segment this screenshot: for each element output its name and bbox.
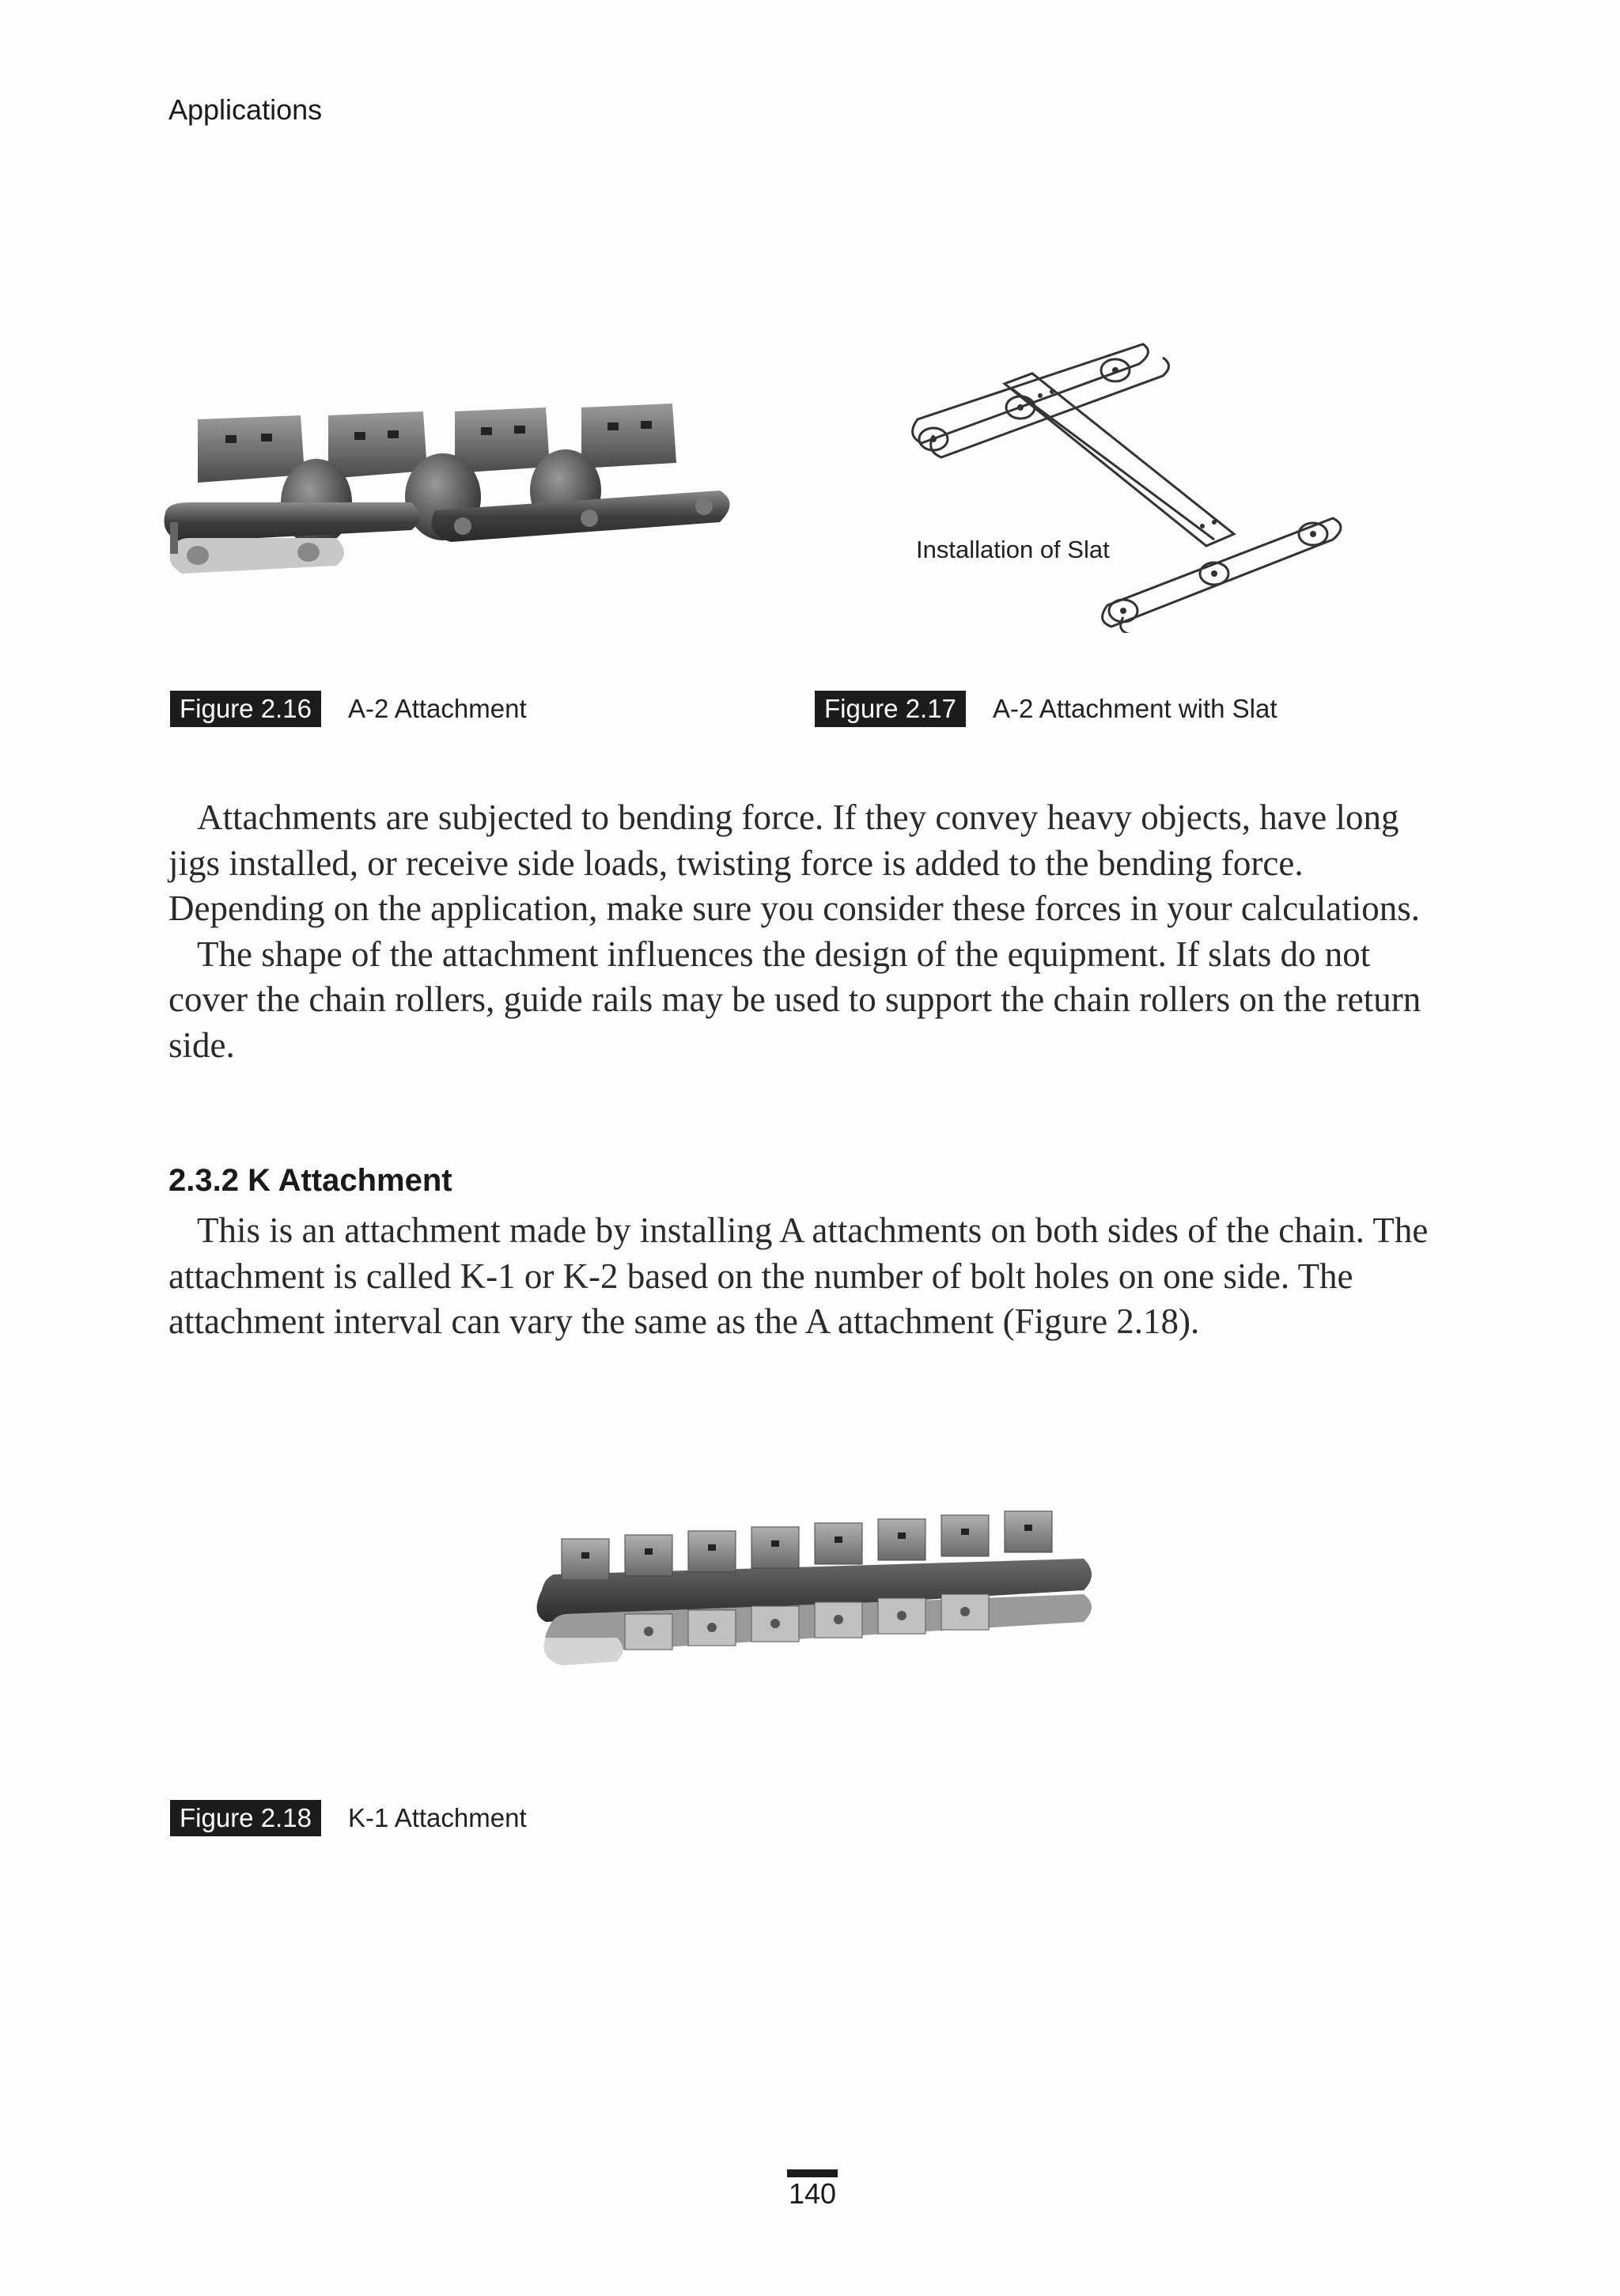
k1-attachment-photo [530,1495,1107,1685]
page-number: 140 [788,2177,837,2210]
figure-k1-attachment [530,1495,1107,1685]
paragraph: This is an attachment made by installing A attachments on both sides of the chain. The attachment is called K-1 or K-2 based on the number of bolt holes on one side. The attachment interval can vary the same as the A attachment (Figure 2.18). [168,1211,1429,1341]
paragraph: The shape of the attachment influences the design of the equipment. If slats do not cover the chain rollers, guide rails may be used to support the chain rollers on the return side. [168,934,1421,1065]
figure-a2-attachment-with-slat [902,332,1361,633]
paragraph: Attachments are subjected to bending force. If they convey heavy objects, have long jigs installed, or receive side loads, twisting force is added to the bending force. Depending on the application, make sure you consider these forces in your calculations. [168,798,1421,928]
figure-tag-2-17: Figure 2.17 [815,691,966,727]
body-text [168,795,1450,1068]
figure-a2-attachment [150,372,759,609]
page-number-bar [787,2169,838,2177]
figure-caption-2-18: K-1 Attachment [348,1803,527,1832]
figure-tag-2-16: Figure 2.16 [170,691,321,727]
running-head: Applications [168,93,323,126]
section-heading: 2.3.2 K Attachment [168,1163,452,1198]
figure-caption-2-17: A-2 Attachment with Slat [993,694,1277,723]
figure-caption-2-16: A-2 Attachment [348,694,527,723]
slat-installation-drawing [902,332,1361,633]
section-body-text [168,1208,1450,1345]
a2-attachment-photo [150,372,759,609]
slat-installation-label: Installation of Slat [916,536,1110,563]
figure-tag-2-18: Figure 2.18 [170,1800,321,1836]
